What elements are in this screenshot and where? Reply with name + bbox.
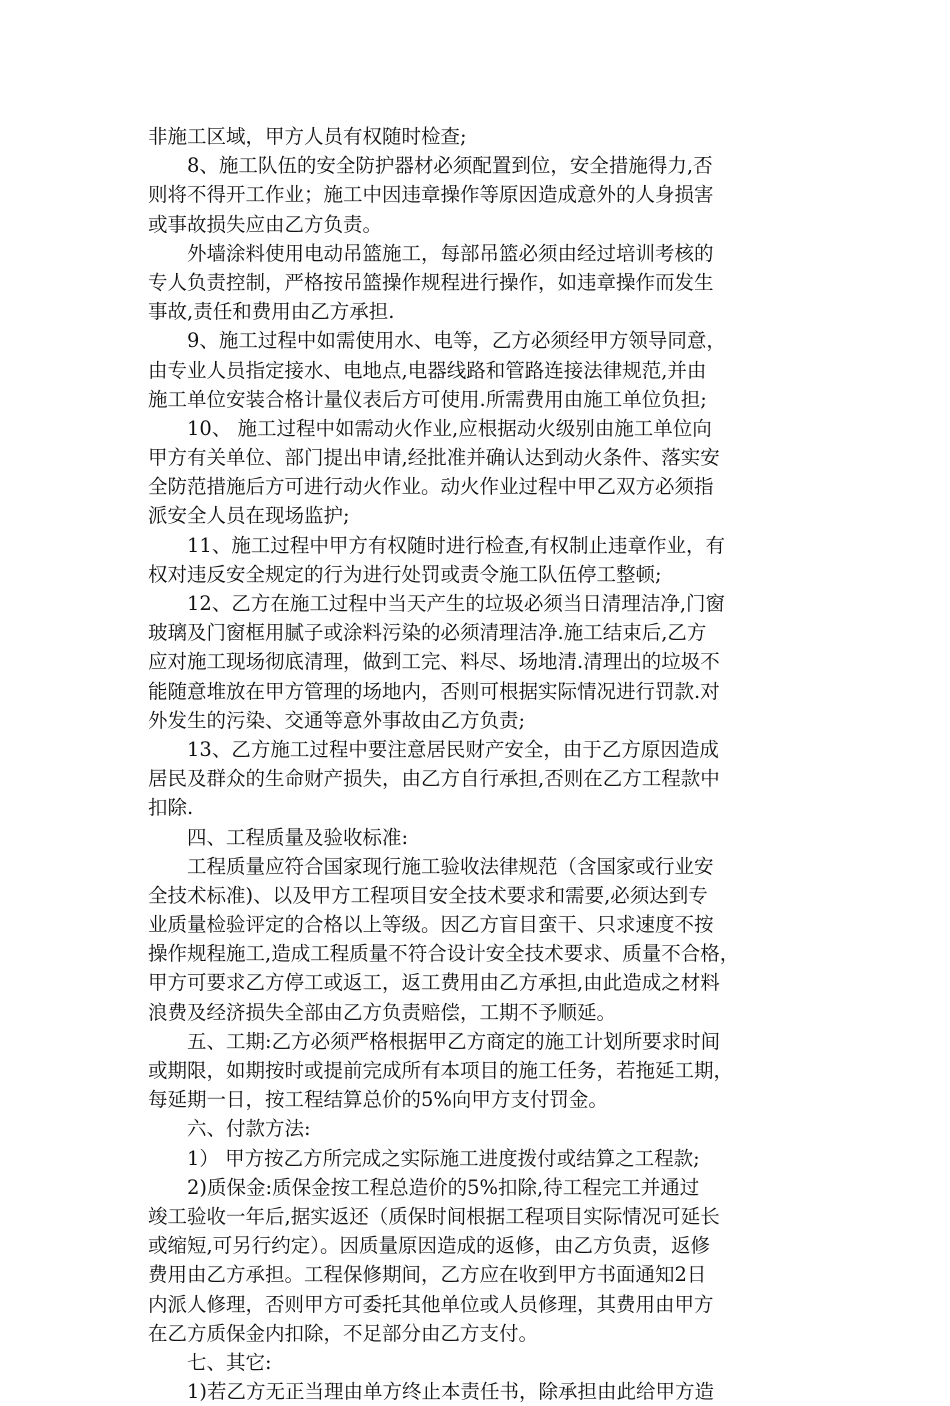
document-line: 五、工期:乙方必须严格根据甲乙方商定的施工计划所要求时间 <box>187 1029 721 1053</box>
document-line: 权对违反安全规定的行为进行处罚或责令施工队伍停工整顿; <box>148 562 662 586</box>
document-line: 1)若乙方无正当理由单方终止本责任书，除承担由此给甲方造 <box>187 1380 715 1404</box>
document-line: 或缩短,可另行约定）。因质量原因造成的返修，由乙方负责，返修 <box>148 1234 710 1258</box>
document-line: 六、付款方法: <box>187 1117 311 1141</box>
document-line: 派安全人员在现场监护; <box>148 504 350 528</box>
document-line: 12、乙方在施工过程中当天产生的垃圾必须当日清理洁净,门窗 <box>187 592 726 615</box>
document-line: 则将不得开工作业；施工中因违章操作等原因造成意外的人身损害 <box>148 183 714 207</box>
document-line: 1） 甲方按乙方所完成之实际施工进度拨付或结算之工程款; <box>187 1146 700 1170</box>
document-line: 或期限，如期按时或提前完成所有本项目的施工任务，若拖延工期， <box>148 1059 734 1082</box>
document-line: 事故,责任和费用由乙方承担. <box>148 300 395 324</box>
document-line: 工程质量应符合国家现行施工验收法律规范（含国家或行业安 <box>187 854 714 878</box>
document-line: 11、施工过程中甲方有权随时进行检查,有权制止违章作业，有 <box>187 533 726 557</box>
document-line: 应对施工现场彻底清理，做到工完、料尽、场地清.清理出的垃圾不 <box>148 650 720 674</box>
document-line: 费用由乙方承担。工程保修期间，乙方应在收到甲方书面通知2日 <box>148 1263 707 1287</box>
document-line: 七、其它: <box>187 1350 272 1374</box>
document-line: 玻璃及门窗框用腻子或涂料污染的必须清理洁净.施工结束后,乙方 <box>148 621 707 645</box>
document-line: 竣工验收一年后,据实返还（质保时间根据工程项目实际情况可延长 <box>148 1204 720 1228</box>
document-line: 操作规程施工,造成工程质量不符合设计安全技术要求、质量不合格， <box>148 942 740 966</box>
document-line: 在乙方质保金内扣除，不足部分由乙方支付。 <box>148 1321 539 1345</box>
document-line: 全防范措施后方可进行动火作业。动火作业过程中甲乙双方必须指 <box>148 475 714 499</box>
document-line: 业质量检验评定的合格以上等级。因乙方盲目蛮干、只求速度不按 <box>148 913 714 937</box>
document-line: 非施工区域，甲方人员有权随时检查; <box>148 125 467 148</box>
document-line: 浪费及经济损失全部由乙方负责赔偿，工期不予顺延。 <box>148 1000 617 1024</box>
document-line: 扣除. <box>148 796 194 820</box>
document-line: 外墙涂料使用电动吊篮施工，每部吊篮必须由经过培训考核的 <box>187 241 714 265</box>
document-line: 全技术标准)、以及甲方工程项目安全技术要求和需要,必须达到专 <box>148 883 708 907</box>
document-line: 四、工程质量及验收标准: <box>187 825 409 849</box>
document-body <box>148 122 812 1406</box>
document-line: 或事故损失应由乙方负责。 <box>148 212 383 236</box>
document-line: 能随意堆放在甲方管理的场地内，否则可根据实际情况进行罚款.对 <box>148 679 720 703</box>
document-line: 甲方可要求乙方停工或返工，返工费用由乙方承担,由此造成之材料 <box>148 971 720 995</box>
document-line: 甲方有关单位、部门提出申请,经批准并确认达到动火条件、落实安 <box>148 446 720 470</box>
document-line: 内派人修理，否则甲方可委托其他单位或人员修理，其费用由甲方 <box>148 1292 714 1316</box>
document-line: 9、施工过程中如需使用水、电等，乙方必须经甲方领导同意， <box>187 329 726 353</box>
document-line: 8、施工队伍的安全防护器材必须配置到位，安全措施得力,否 <box>187 154 713 178</box>
document-line: 专人负责控制，严格按吊篮操作规程进行操作，如违章操作而发生 <box>148 270 714 294</box>
document-line: 由专业人员指定接水、电地点,电器线路和管路连接法律规范,并由 <box>148 358 707 382</box>
document-line: 10、 施工过程中如需动火作业,应根据动火级别由施工单位向 <box>187 416 712 440</box>
document-line: 2)质保金:质保金按工程总造价的5%扣除,待工程完工并通过 <box>187 1175 700 1199</box>
document-line: 13、乙方施工过程中要注意居民财产安全，由于乙方原因造成 <box>187 737 719 761</box>
document-line: 居民及群众的生命财产损失，由乙方自行承担,否则在乙方工程款中 <box>148 767 720 791</box>
document-line: 施工单位安装合格计量仪表后方可使用.所需费用由施工单位负担; <box>148 387 707 411</box>
document-line: 每延期一日，按工程结算总价的5%向甲方支付罚金。 <box>148 1088 608 1112</box>
document-line: 外发生的污染、交通等意外事故由乙方负责; <box>148 708 526 732</box>
